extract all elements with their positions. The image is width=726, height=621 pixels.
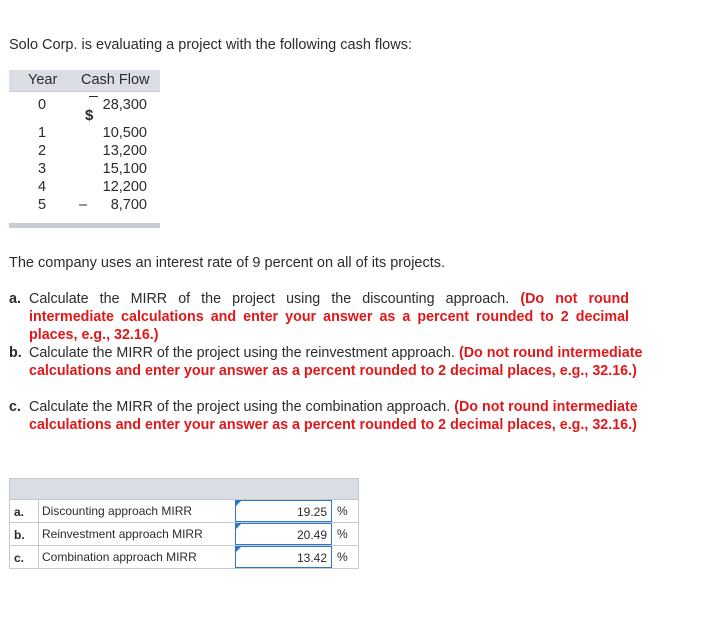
percent-unit: % (337, 550, 348, 564)
percent-unit: % (337, 504, 348, 518)
cash-flow-header-label: Cash Flow (81, 72, 150, 88)
company-rate-text: The company uses an interest rate of 9 percent on all of its projects. (9, 255, 446, 271)
question-a (9, 290, 649, 344)
cash-flow-header (9, 70, 160, 92)
input-marker-icon (236, 547, 241, 552)
amount-cell: 8,700 (110, 197, 147, 213)
minus-sign: – (79, 197, 88, 213)
table-row (9, 179, 160, 197)
cash-flow-table (9, 70, 160, 213)
year-cell: 1 (38, 125, 47, 141)
table-row (9, 500, 359, 523)
question-text: Calculate the MIRR of the project using the combination approach. (29, 399, 451, 415)
question-instruction: (Do not round intermediate calculations and enter your answer as a percent rounded to 2 decimal places, e.g., 32.16.) (29, 399, 638, 433)
intro-text: Solo Corp. is evaluating a project with the following cash flows: (9, 37, 412, 53)
table-row (9, 523, 359, 546)
table-footer-bar (9, 223, 160, 228)
amount-cell: 12,200 (102, 179, 147, 195)
question-b (9, 344, 649, 380)
answer-value: 20.49 (296, 528, 327, 542)
table-row (9, 125, 160, 143)
answer-value: 13.42 (296, 551, 327, 565)
year-cell: 0 (38, 97, 47, 113)
discounting-mirr-input[interactable] (235, 500, 332, 522)
input-marker-icon (236, 501, 241, 506)
question-c (9, 398, 649, 434)
answer-table-header (9, 478, 359, 500)
year-header: Year (28, 72, 58, 88)
answer-description: Combination approach MIRR (42, 550, 197, 564)
negative-sign (89, 96, 98, 97)
table-row (9, 161, 160, 179)
question-text: Calculate the MIRR of the project using the reinvestment approach. (29, 345, 455, 361)
answer-label: b. (14, 528, 25, 542)
answer-value: 19.25 (296, 505, 327, 519)
year-cell: 3 (38, 161, 47, 177)
table-row (9, 546, 359, 569)
table-row (9, 143, 160, 161)
amount-cell: 13,200 (102, 143, 147, 159)
year-cell: 4 (38, 179, 47, 195)
answer-label: c. (14, 551, 25, 565)
year-cell: 5 (38, 197, 47, 213)
amount-cell: 28,300 (102, 97, 147, 113)
reinvestment-mirr-input[interactable] (235, 523, 332, 545)
question-label: a. (9, 291, 21, 307)
question-label: c. (9, 399, 21, 415)
amount-cell: 10,500 (102, 125, 147, 141)
question-instruction: (Do not round intermediate calculations and enter your answer as a percent rounded to 2 decimal places, e.g., 32.16.) (29, 345, 643, 379)
question-text: Calculate the MIRR of the project using the discounting approach. (29, 291, 510, 307)
answer-table (9, 478, 359, 569)
currency-symbol: $ (85, 107, 94, 124)
question-instruction: (Do not round intermediate calculations and enter your answer as a percent rounded to 2 decimal places, e.g., 32.16.) (29, 291, 629, 343)
answer-label: a. (14, 505, 25, 519)
amount-cell: 15,100 (102, 161, 147, 177)
input-marker-icon (236, 524, 241, 529)
table-row (9, 97, 160, 124)
percent-unit: % (337, 527, 348, 541)
question-label: b. (9, 345, 22, 361)
answer-description: Reinvestment approach MIRR (42, 527, 203, 541)
combination-mirr-input[interactable] (235, 546, 332, 568)
answer-description: Discounting approach MIRR (42, 504, 193, 518)
year-cell: 2 (38, 143, 47, 159)
table-row (9, 197, 160, 215)
